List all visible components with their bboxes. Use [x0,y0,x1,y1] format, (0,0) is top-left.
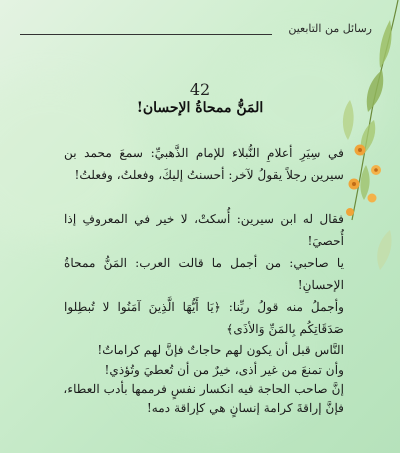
text-line: إنَّ صاحب الحاجة فيه انكسار نفسٍ فرممها بأدب العطاء، [63,382,344,396]
paragraph-text: في سِيَرِ أعلامِ النُّبلاء للإمام الذَّهبيِّ: سمعَ محمد بن سيرين رجلاً يقولُ لآخر: أحسنتُ إليكَ، وفعلتُ، وفعلتُ! [64,146,344,182]
paragraph-text: فقال له ابن سيرين: أُسكتْ، لا خير في المعروفِ إذا أُحصيَ! [64,212,344,248]
chapter-number: 42 [189,80,211,99]
paragraph-text: يا صاحبي: من أجمل ما قالت العرب: المَنُّ ممحاةُ الإحسانِ! [64,256,344,292]
book-title: رسائل من التابعين [288,22,372,35]
text-line: وأن تمنعَ من غير أذى، خيرٌ من أن تُعطيَ وتُؤذي! [104,363,344,377]
paragraph-1 [64,142,344,186]
chapter-title: المَنُّ ممحاةُ الإحسان! [136,100,264,116]
paragraph-text: وأجملُ منه قولُ ربِّنا: ﴿يَا أَيُّهَا الَّذِينَ آمَنُوا لا تُبطِلوا صَدَقَاتِكُم بِالمَنِّ وَالأذَى﴾ [64,300,344,336]
paragraph-4 [64,296,344,340]
text-line: النَّاس قبل أن يكون لهم حاجاتٌ فإنَّ لهم كراماتٌ! [97,343,344,357]
paragraph-3 [64,252,344,296]
header-rule [20,34,272,35]
paragraph-2 [64,208,344,252]
text-line: فإنَّ إراقةَ كرامة إنسانٍ هي كإراقة دمه! [146,401,344,415]
